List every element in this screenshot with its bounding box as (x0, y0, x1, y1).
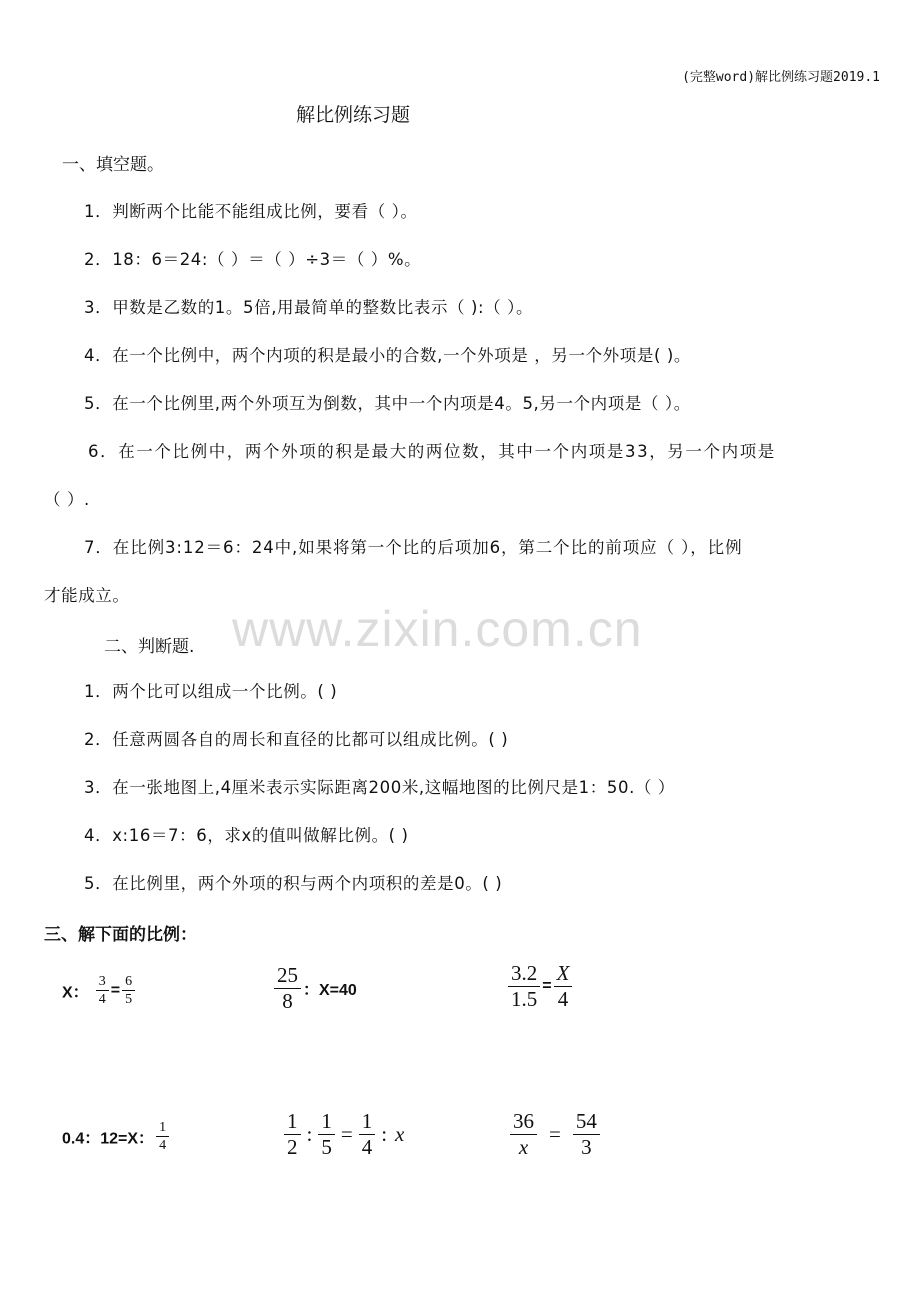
equation-2 (272, 964, 357, 1013)
eq6-f1-denominator: x (518, 1135, 529, 1160)
section2-item-2: 2．任意两圆各自的周长和直径的比都可以组成比例。( ) (84, 730, 509, 749)
eq2-numerator: 25 (274, 964, 301, 989)
eq6-f2-numerator: 54 (573, 1110, 600, 1135)
eq1-equals: = (110, 981, 121, 999)
watermark: www.zixin.com.cn (232, 601, 643, 657)
eq2-fraction (274, 964, 301, 1013)
eq5-c-denominator: 4 (361, 1135, 373, 1160)
page-header: (完整word)解比例练习题2019.1 (682, 70, 880, 85)
section2-item-4: 4．x:16＝7：6，求x的值叫做解比例。( ) (84, 826, 409, 845)
page-title: 解比例练习题 (296, 104, 411, 126)
section2-item-1: 1．两个比可以组成一个比例。( ) (84, 682, 338, 701)
eq3-f2-numerator: X (554, 962, 573, 987)
eq1-f2-denominator: 5 (125, 992, 133, 1008)
eq2-denominator: 8 (282, 989, 293, 1014)
eq4-numerator: 1 (156, 1120, 169, 1137)
eq1-fraction-right (122, 974, 135, 1008)
section1-item-7-cont: 才能成立。 (44, 586, 130, 605)
eq5-a-denominator: 2 (287, 1135, 298, 1160)
eq5-fraction-c (359, 1110, 376, 1159)
section1-item-1: 1．判断两个比能不能组成比例，要看（ ）。 (84, 202, 418, 221)
section1-item-5: 5．在一个比例里,两个外项互为倒数，其中一个内项是4。5,另一个内项是（ ）。 (84, 394, 691, 413)
section2-item-5: 5．在比例里，两个外项的积与两个内项积的差是0。( ) (84, 874, 503, 893)
section1-item-6: 6．在一个比例中，两个外项的积是最大的两位数，其中一个内项是33，另一个内项是 (88, 442, 776, 461)
eq5-colon-2: : (381, 1122, 388, 1147)
section1-item-4: 4．在一个比例中，两个内项的积是最小的合数,一个外项是 ，另一个外项是( )。 (84, 346, 692, 365)
equation-6 (508, 1110, 602, 1159)
eq6-fraction-left (510, 1110, 537, 1159)
eq6-fraction-right (573, 1110, 600, 1159)
eq6-equals: = (549, 1122, 561, 1147)
eq1-f1-numerator: 3 (96, 974, 109, 991)
eq5-a-numerator: 1 (284, 1110, 301, 1135)
eq5-colon-1: : (306, 1122, 313, 1147)
eq5-x: x (395, 1122, 405, 1147)
eq4-denominator: 4 (159, 1138, 167, 1154)
eq5-fraction-a (284, 1110, 301, 1159)
eq3-fraction-right (554, 962, 573, 1011)
section2-item-3: 3．在一张地图上,4厘米表示实际距离200米,这幅地图的比例尺是1：50.（ ） (84, 778, 675, 797)
equation-3 (506, 962, 574, 1011)
equation-4 (62, 1120, 171, 1154)
eq2-suffix: ：X=40 (303, 982, 357, 1000)
eq5-b-numerator: 1 (318, 1110, 335, 1135)
section1-item-2: 2．18：6＝24:（ ）＝（ ）÷3＝（ ）%。 (84, 250, 422, 269)
section1-item-6-cont: （ ）. (44, 490, 90, 509)
eq1-fraction-left (96, 974, 109, 1008)
eq3-f2-denominator: 4 (557, 987, 569, 1012)
eq3-f1-numerator: 3.2 (508, 962, 540, 987)
section1-item-7: 7．在比例3:12＝6：24中,如果将第一个比的后项加6，第二个比的前项应（ ），比例 (84, 538, 743, 557)
eq6-f2-denominator: 3 (581, 1135, 592, 1160)
eq5-b-denominator: 5 (321, 1135, 332, 1160)
eq5-equals: = (340, 1122, 353, 1147)
eq4-fraction (156, 1120, 169, 1154)
eq5-c-numerator: 1 (359, 1110, 376, 1135)
eq1-f2-numerator: 6 (122, 974, 135, 991)
eq3-equals: = (542, 977, 552, 995)
eq1-f1-denominator: 4 (98, 992, 106, 1008)
section2-heading: 二、判断题. (104, 637, 195, 657)
eq1-prefix: X： (62, 984, 89, 1002)
eq5-fraction-b (318, 1110, 335, 1159)
eq3-f1-denominator: 1.5 (511, 987, 538, 1012)
eq3-fraction-left (508, 962, 540, 1011)
eq6-f1-numerator: 36 (510, 1110, 537, 1135)
section1-item-3: 3．甲数是乙数的1。5倍,用最简单的整数比表示（ ):（ ）。 (84, 298, 534, 317)
equation-1 (62, 974, 137, 1008)
section3-heading: 三、解下面的比例： (44, 925, 197, 945)
eq4-prefix: 0.4：12=X： (62, 1130, 155, 1148)
section1-heading: 一、填空题。 (62, 155, 164, 175)
equation-5 (282, 1110, 408, 1159)
